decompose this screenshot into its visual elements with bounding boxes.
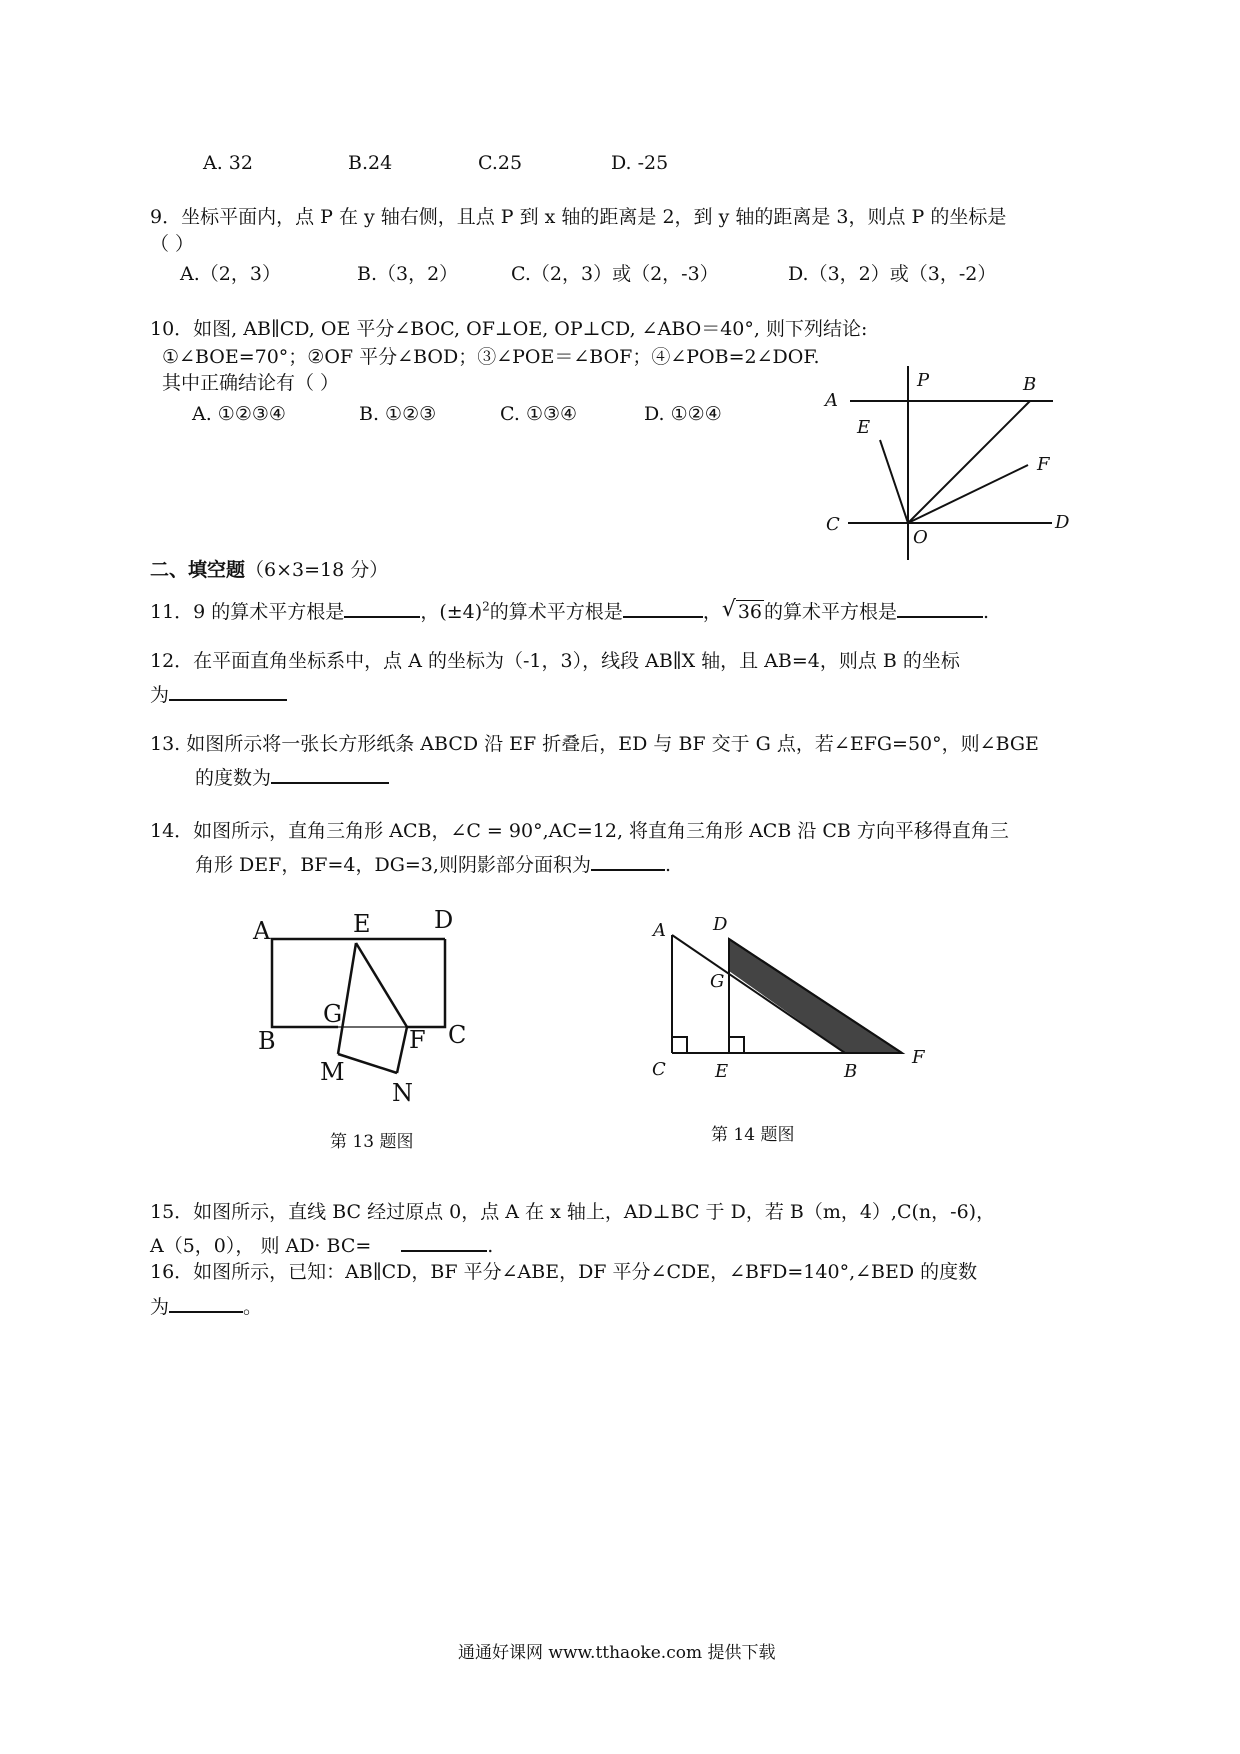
q8-option-c: C.25 xyxy=(478,152,523,174)
q9-option-b: B.（3，2） xyxy=(357,263,459,285)
q10-label-o: O xyxy=(913,527,928,548)
q10-label-c: C xyxy=(826,514,840,535)
q16-question: 16．如图所示，已知：AB∥CD，BF 平分∠ABE，DF 平分∠CDE，∠BFD=140°,∠BED 的度数 xyxy=(150,1261,978,1283)
fig14-caption: 第 14 题图 xyxy=(711,1125,795,1145)
q16-blank[interactable] xyxy=(169,1293,243,1313)
q10-option-c: C. ①③④ xyxy=(500,403,578,425)
section-score: （6×3=18 分） xyxy=(245,559,389,581)
q10-label-e: E xyxy=(857,417,871,438)
sqrt-icon: √ xyxy=(721,597,736,622)
fig13-label-f: F xyxy=(409,1026,426,1054)
q12-question: 12．在平面直角坐标系中，点 A 的坐标为（-1，3），线段 AB∥X 轴，且 AB=4，则点 B 的坐标 xyxy=(150,650,960,672)
q9-option-c: C.（2，3）或（2，-3） xyxy=(511,263,719,285)
q10-option-b: B. ①②③ xyxy=(359,403,437,425)
fig13-label-a: A xyxy=(253,917,271,945)
q14-question: 14．如图所示，直角三角形 ACB，∠C = 90°,AC=12, 将直角三角形 ACB 沿 CB 方向平移得直角三 xyxy=(150,820,1009,842)
q11-part4: 的算术平方根是 xyxy=(764,601,898,623)
q8-option-a: A. 32 xyxy=(203,152,253,174)
q9-option-d: D.（3，2）或（3，-2） xyxy=(788,263,997,285)
q10-label-d: D xyxy=(1055,512,1070,533)
q10-prompt: 其中正确结论有（ ） xyxy=(162,372,340,394)
q14-end: . xyxy=(664,854,671,876)
fig14-label-g: G xyxy=(710,971,725,992)
page-footer: 通通好课网 www.tthaoke.com 提供下载 xyxy=(458,1643,776,1663)
q16-prefix: 为 xyxy=(150,1296,170,1318)
q11-sup: 2 xyxy=(482,599,490,614)
fig13-label-e: E xyxy=(353,910,371,938)
q10-option-d: D. ①②④ xyxy=(644,403,722,425)
q9-paren: （ ） xyxy=(150,233,195,255)
q12-prefix: 为 xyxy=(150,684,170,706)
q11-end: . xyxy=(983,601,990,623)
q15-end: . xyxy=(487,1235,494,1257)
fig13-caption: 第 13 题图 xyxy=(330,1132,414,1152)
fig14-label-f: F xyxy=(912,1047,925,1068)
q11-part3: 的算术平方根是 xyxy=(489,601,623,623)
q8-option-d: D. -25 xyxy=(611,152,669,174)
q9-question: 9．坐标平面内，点 P 在 y 轴右侧，且点 P 到 x 轴的距离是 2，到 y 轴的距离是 3，则点 P 的坐标是 xyxy=(150,206,1007,228)
q15-blank[interactable] xyxy=(401,1232,487,1252)
q10-label-p: P xyxy=(917,370,930,391)
q10-label-f: F xyxy=(1037,454,1050,475)
q13-prefix: 的度数为 xyxy=(195,767,272,789)
q11-sqrt-arg: 36 xyxy=(737,601,763,623)
fig14-label-c: C xyxy=(652,1059,666,1080)
q10-question: 10．如图, AB∥CD, OE 平分∠BOC, OF⊥OE, OP⊥CD, ∠ABO＝40°, 则下列结论: xyxy=(150,318,868,340)
fig14-label-a: A xyxy=(653,920,666,941)
q14-prefix: 角形 DEF，BF=4，DG=3,则阴影部分面积为 xyxy=(195,854,591,876)
q10-label-b: B xyxy=(1023,374,1037,395)
q11-question: 11．9 的算术平方根是 ，$(\pm 4)^2$的算术平方根是 ， √ 36 的算术平方根是 . xyxy=(150,597,990,623)
q11-part1: 11．9 的算术平方根是 xyxy=(150,601,345,623)
fig13-label-m: M xyxy=(320,1058,345,1086)
fig14-label-e: E xyxy=(715,1061,729,1082)
q11-part2: ，(±4) xyxy=(420,601,483,623)
q8-option-b: B.24 xyxy=(348,152,393,174)
fig14-label-b: B xyxy=(844,1061,858,1082)
q9-option-a: A.（2，3） xyxy=(180,263,281,285)
q15-prefix: A（5，0）， 则 AD· BC= xyxy=(150,1235,372,1257)
fig13-label-g: G xyxy=(323,1000,343,1028)
q16-end: 。 xyxy=(243,1296,263,1318)
section-title: 二、填空题 xyxy=(150,559,246,581)
fig13-label-c: C xyxy=(448,1021,467,1049)
q10-option-a: A. ①②③④ xyxy=(192,403,286,425)
q16-answer-line xyxy=(150,1293,262,1317)
q13-question: 13. 如图所示将一张长方形纸条 ABCD 沿 EF 折叠后，ED 与 BF 交于 G 点，若∠EFG=50°，则∠BGE xyxy=(150,733,1039,755)
q10-statements: ①∠BOE=70°；②OF 平分∠BOD；③∠POE＝∠BOF；④∠POB=2∠DOF. xyxy=(162,346,820,368)
fig13-label-d: D xyxy=(434,906,454,934)
fig13-label-n: N xyxy=(392,1079,413,1107)
q15-question: 15．如图所示，直线 BC 经过原点 0，点 A 在 x 轴上，AD⊥BC 于 D，若 B（m，4）,C(n，-6)， xyxy=(150,1201,996,1223)
fig14-label-d: D xyxy=(713,914,728,935)
q10-label-a: A xyxy=(825,390,838,411)
fig13-label-b: B xyxy=(258,1027,276,1055)
q15-answer-line xyxy=(150,1232,493,1256)
